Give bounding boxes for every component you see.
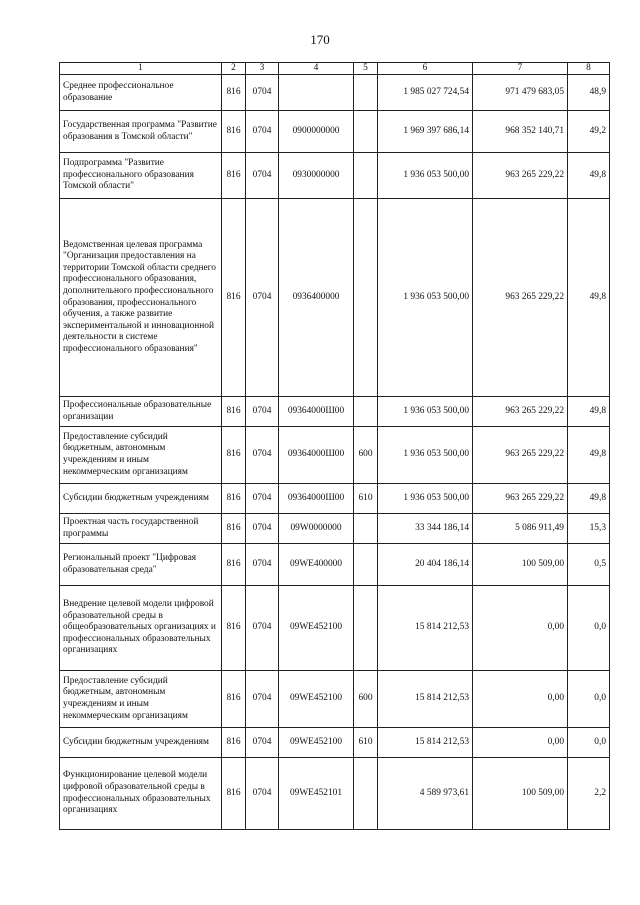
- section-code: 0704: [246, 758, 279, 830]
- target-article-code: 09WE452101: [279, 758, 354, 830]
- table-header-row: [60, 63, 610, 75]
- target-article-code: 09364000Ш00: [279, 427, 354, 484]
- execution-percent: 49,8: [568, 199, 610, 397]
- header-cell: 2: [222, 63, 246, 75]
- expense-type-code: [354, 544, 378, 586]
- table-row: [60, 514, 610, 544]
- section-code: 0704: [246, 153, 279, 199]
- plan-amount: 1 936 053 500,00: [378, 153, 473, 199]
- table-row: [60, 758, 610, 830]
- target-article-code: 09364000Ш00: [279, 397, 354, 427]
- header-cell: 6: [378, 63, 473, 75]
- execution-percent: 0,5: [568, 544, 610, 586]
- row-name: Субсидии бюджетным учреждениям: [60, 484, 222, 514]
- table-row: [60, 728, 610, 758]
- expense-type-code: [354, 153, 378, 199]
- plan-amount: 33 344 186,14: [378, 514, 473, 544]
- execution-percent: 49,8: [568, 153, 610, 199]
- plan-amount: 1 936 053 500,00: [378, 484, 473, 514]
- expense-type-code: [354, 758, 378, 830]
- section-code: 0704: [246, 75, 279, 111]
- execution-percent: 15,3: [568, 514, 610, 544]
- section-code: 0704: [246, 514, 279, 544]
- execution-percent: 0,0: [568, 671, 610, 728]
- table-row: [60, 484, 610, 514]
- target-article-code: 0900000000: [279, 111, 354, 153]
- plan-amount: 15 814 212,53: [378, 586, 473, 671]
- header-cell: 4: [279, 63, 354, 75]
- execution-percent: 0,0: [568, 586, 610, 671]
- expense-type-code: [354, 111, 378, 153]
- fact-amount: 100 509,00: [473, 544, 568, 586]
- table-row: [60, 153, 610, 199]
- row-name: Среднее профессиональное образование: [60, 75, 222, 111]
- ministry-code: 816: [222, 586, 246, 671]
- section-code: 0704: [246, 671, 279, 728]
- ministry-code: 816: [222, 728, 246, 758]
- row-name: Внедрение целевой модели цифровой образовательной среды в общеобразовательных организациях и профессиональных образовательных организациях: [60, 586, 222, 671]
- ministry-code: 816: [222, 199, 246, 397]
- expense-type-code: 610: [354, 484, 378, 514]
- section-code: 0704: [246, 728, 279, 758]
- target-article-code: 0936400000: [279, 199, 354, 397]
- ministry-code: 816: [222, 427, 246, 484]
- fact-amount: 0,00: [473, 671, 568, 728]
- target-article-code: 09W0000000: [279, 514, 354, 544]
- table-row: [60, 111, 610, 153]
- plan-amount: 1 936 053 500,00: [378, 199, 473, 397]
- fact-amount: 963 265 229,22: [473, 427, 568, 484]
- ministry-code: 816: [222, 153, 246, 199]
- plan-amount: 20 404 186,14: [378, 544, 473, 586]
- table-row: [60, 199, 610, 397]
- plan-amount: 4 589 973,61: [378, 758, 473, 830]
- target-article-code: 0930000000: [279, 153, 354, 199]
- section-code: 0704: [246, 427, 279, 484]
- fact-amount: 963 265 229,22: [473, 484, 568, 514]
- ministry-code: 816: [222, 514, 246, 544]
- ministry-code: 816: [222, 758, 246, 830]
- row-name: Проектная часть государственной программы: [60, 514, 222, 544]
- expense-type-code: [354, 586, 378, 671]
- expense-type-code: 600: [354, 427, 378, 484]
- header-cell: 3: [246, 63, 279, 75]
- plan-amount: 15 814 212,53: [378, 728, 473, 758]
- table-row: [60, 586, 610, 671]
- execution-percent: 49,8: [568, 397, 610, 427]
- row-name: Ведомственная целевая программа "Организация предоставления на территории Томской области среднего профессионального образования, дополнительного профессионального образования, профессионального обучения, а также развитие экспериментальной и инновационной деятельности в системе профессионального образования": [60, 199, 222, 397]
- target-article-code: 09WE452100: [279, 728, 354, 758]
- expense-type-code: [354, 199, 378, 397]
- fact-amount: 5 086 911,49: [473, 514, 568, 544]
- section-code: 0704: [246, 586, 279, 671]
- execution-percent: 49,8: [568, 427, 610, 484]
- ministry-code: 816: [222, 111, 246, 153]
- section-code: 0704: [246, 484, 279, 514]
- target-article-code: 09WE452100: [279, 671, 354, 728]
- header-cell: 1: [60, 63, 222, 75]
- row-name: Региональный проект "Цифровая образовательная среда": [60, 544, 222, 586]
- table-row: [60, 397, 610, 427]
- plan-amount: 1 936 053 500,00: [378, 427, 473, 484]
- row-name: Профессиональные образовательные организации: [60, 397, 222, 427]
- ministry-code: 816: [222, 397, 246, 427]
- plan-amount: 15 814 212,53: [378, 671, 473, 728]
- fact-amount: 963 265 229,22: [473, 397, 568, 427]
- execution-percent: 49,8: [568, 484, 610, 514]
- plan-amount: 1 985 027 724,54: [378, 75, 473, 111]
- target-article-code: 09WE400000: [279, 544, 354, 586]
- expense-type-code: [354, 75, 378, 111]
- section-code: 0704: [246, 111, 279, 153]
- fact-amount: 0,00: [473, 586, 568, 671]
- expense-type-code: 600: [354, 671, 378, 728]
- row-name: Государственная программа "Развитие образования в Томской области": [60, 111, 222, 153]
- ministry-code: 816: [222, 671, 246, 728]
- section-code: 0704: [246, 544, 279, 586]
- execution-percent: 0,0: [568, 728, 610, 758]
- table-row: [60, 427, 610, 484]
- expense-type-code: [354, 397, 378, 427]
- execution-percent: 49,2: [568, 111, 610, 153]
- ministry-code: 816: [222, 75, 246, 111]
- expense-type-code: 610: [354, 728, 378, 758]
- ministry-code: 816: [222, 544, 246, 586]
- fact-amount: 968 352 140,71: [473, 111, 568, 153]
- fact-amount: 971 479 683,05: [473, 75, 568, 111]
- row-name: Предоставление субсидий бюджетным, автономным учреждениям и иным некоммерческим организациям: [60, 671, 222, 728]
- section-code: 0704: [246, 199, 279, 397]
- header-cell: 7: [473, 63, 568, 75]
- page-number: 170: [310, 32, 330, 47]
- expense-type-code: [354, 514, 378, 544]
- budget-table: [59, 62, 610, 830]
- target-article-code: 09WE452100: [279, 586, 354, 671]
- row-name: Субсидии бюджетным учреждениям: [60, 728, 222, 758]
- section-code: 0704: [246, 397, 279, 427]
- target-article-code: [279, 75, 354, 111]
- header-cell: 5: [354, 63, 378, 75]
- row-name: Подпрограмма "Развитие профессионального образования Томской области": [60, 153, 222, 199]
- row-name: Предоставление субсидий бюджетным, автономным учреждениям и иным некоммерческим организациям: [60, 427, 222, 484]
- ministry-code: 816: [222, 484, 246, 514]
- execution-percent: 2,2: [568, 758, 610, 830]
- fact-amount: 0,00: [473, 728, 568, 758]
- plan-amount: 1 969 397 686,14: [378, 111, 473, 153]
- plan-amount: 1 936 053 500,00: [378, 397, 473, 427]
- table-row: [60, 671, 610, 728]
- table-row: [60, 544, 610, 586]
- header-cell: 8: [568, 63, 610, 75]
- fact-amount: 100 509,00: [473, 758, 568, 830]
- execution-percent: 48,9: [568, 75, 610, 111]
- table-row: [60, 75, 610, 111]
- fact-amount: 963 265 229,22: [473, 153, 568, 199]
- fact-amount: 963 265 229,22: [473, 199, 568, 397]
- target-article-code: 09364000Ш00: [279, 484, 354, 514]
- row-name: Функционирование целевой модели цифровой образовательной среды в профессиональных образовательных организациях: [60, 758, 222, 830]
